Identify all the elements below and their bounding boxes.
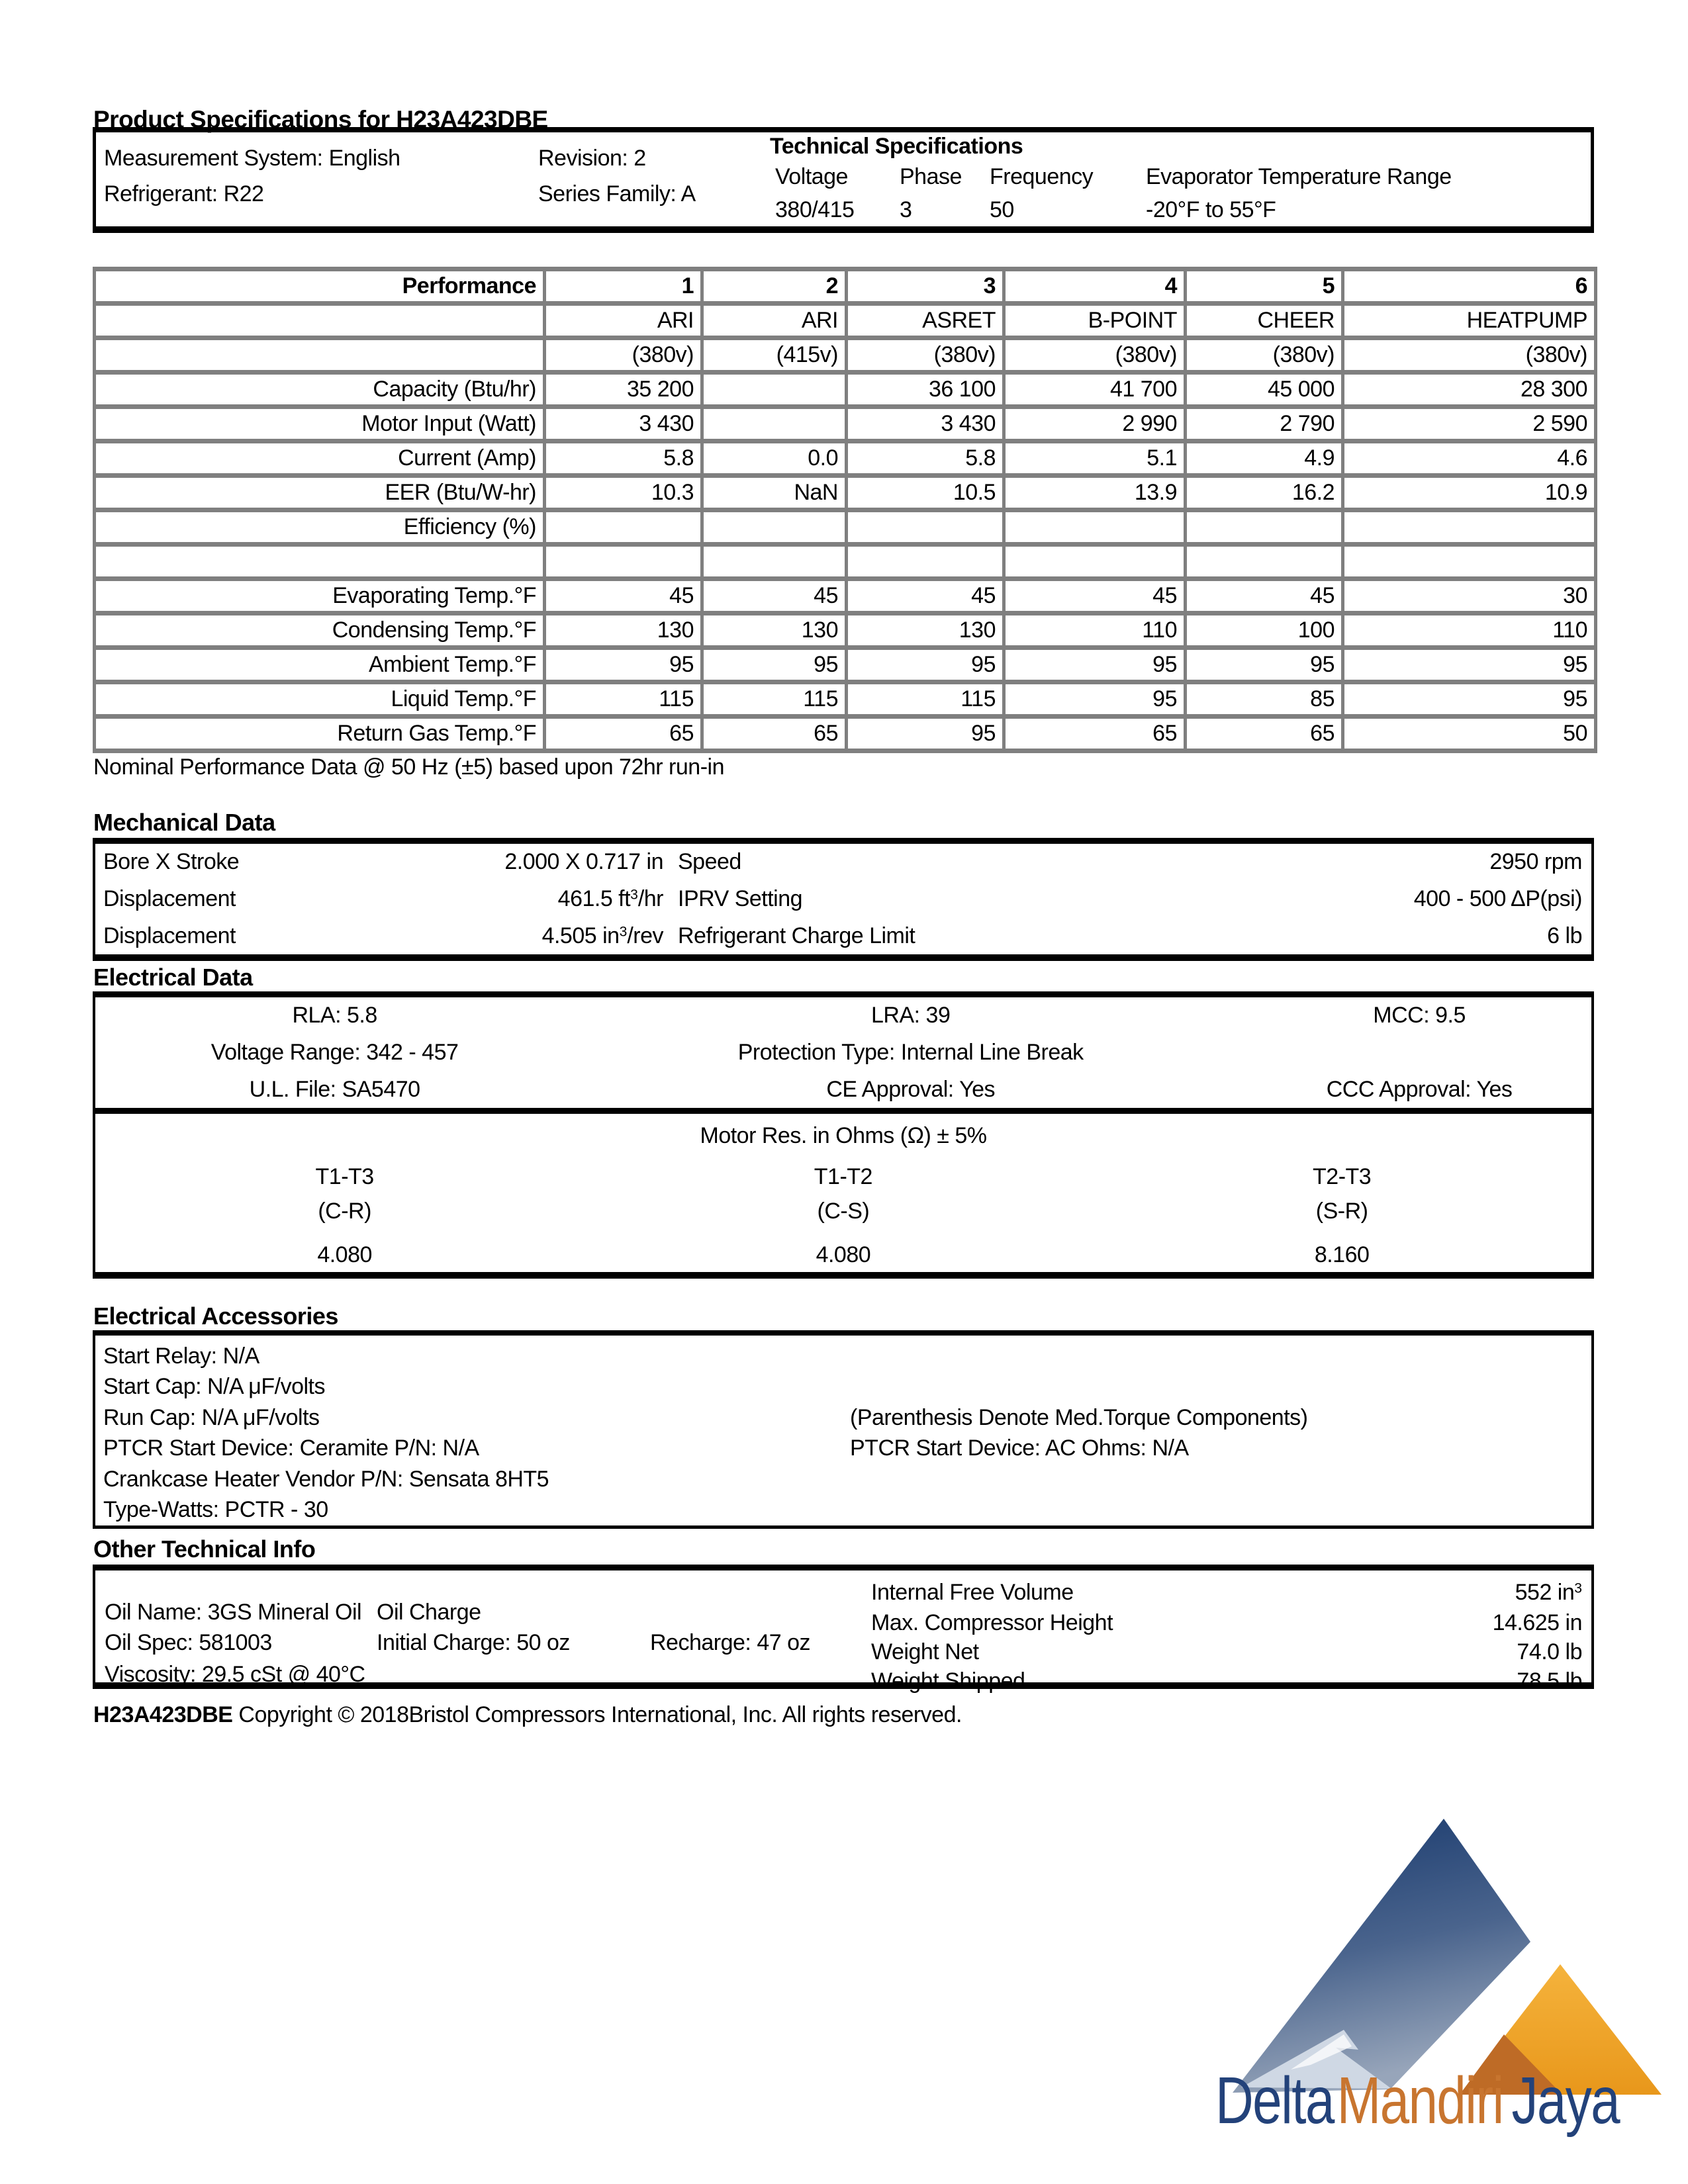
mech-value: 2950 rpm: [1489, 849, 1582, 875]
tech-specs-title: Technical Specifications: [770, 134, 1023, 159]
protection-type: Protection Type: Internal Line Break: [737, 1040, 1084, 1066]
mech-value: 2.000 X 0.717 in: [504, 849, 663, 875]
mech-label: Refrigerant Charge Limit: [678, 923, 915, 948]
electrical-row: [95, 1003, 1591, 1028]
terminals: T1-T3: [315, 1164, 374, 1189]
winding: (C-R): [318, 1199, 371, 1224]
weight-net-value: 74.0 lb: [1517, 1639, 1582, 1664]
winding: (C-S): [817, 1199, 870, 1224]
terminals: T2-T3: [1313, 1164, 1372, 1189]
other-info-box: [93, 1565, 1594, 1694]
electrical-box: [93, 991, 1594, 1279]
accessory-line: Run Cap: N/A μF/volts (Parenthesis Denote Med.Torque Components): [103, 1404, 1308, 1430]
mech-label: IPRV Setting: [678, 886, 803, 911]
performance-table: [93, 267, 1597, 753]
mech-label: Displacement: [103, 886, 236, 911]
terminals: T1-T2: [814, 1164, 872, 1189]
table-row: EER (Btu/W-hr) 10.3 NaN 10.5 13.9 16.2 10.9: [95, 476, 1596, 510]
phase-label: Phase: [900, 164, 962, 189]
ce-approval: CE Approval: Yes: [826, 1077, 996, 1103]
table-row: Motor Input (Watt) 3 430 3 430 2 990 2 790 2 590: [95, 407, 1596, 441]
logo-word-mandiri: Mandiri: [1336, 2064, 1503, 2138]
mechanical-title: Mechanical Data: [93, 809, 275, 836]
table-row: Condensing Temp.°F 130 130 130 110 100 110: [95, 614, 1596, 648]
table-row: Performance 1 2 3 4 5 6: [95, 269, 1596, 304]
series-family: Series Family: A: [538, 181, 696, 206]
ccc-approval: CCC Approval: Yes: [1326, 1077, 1513, 1103]
viscosity: Viscosity: 29.5 cSt @ 40°C: [105, 1662, 365, 1687]
oil-name: Oil Name: 3GS Mineral Oil: [105, 1600, 362, 1625]
other-info-title: Other Technical Info: [93, 1535, 316, 1563]
mechanical-row: [95, 849, 1591, 875]
accessories-title: Electrical Accessories: [93, 1302, 338, 1330]
electrical-row: [95, 1040, 1591, 1066]
mech-value: 400 - 500 ΔP(psi): [1413, 886, 1582, 911]
internal-free-volume-value: 552 $in^3$: [1515, 1580, 1582, 1605]
voltage-range: Voltage Range: 342 - 457: [211, 1040, 459, 1066]
mechanical-row: [95, 923, 1591, 949]
resistance-value: 4.080: [816, 1242, 871, 1267]
ul-file: U.L. File: SA5470: [249, 1077, 420, 1103]
electrical-grid: [95, 997, 1591, 1108]
logo-word-jaya: Jaya: [1511, 2064, 1620, 2138]
copyright-footer: H23A423DBE Copyright © 2018Bristol Compressors International, Inc. All rights reserved.: [93, 1702, 962, 1727]
blue-peak: [1233, 1819, 1530, 2093]
revision: Revision: 2: [538, 146, 646, 171]
company-logo-mountains: [1211, 1801, 1662, 2099]
table-row: ARI ARI ASRET B-POINT CHEER HEATPUMP: [95, 304, 1596, 338]
initial-charge: Initial Charge: 50 oz: [377, 1630, 570, 1655]
motor-res-title: Motor Res. in Ohms (Ω) ± 5%: [700, 1123, 987, 1148]
table-row: Return Gas Temp.°F 65 65 95 65 65 50: [95, 717, 1596, 751]
motor-res-column: [95, 1160, 594, 1272]
mcc: MCC: 9.5: [1373, 1003, 1466, 1028]
max-compressor-height-value: 14.625 in: [1492, 1610, 1582, 1635]
mech-value: 4.505 $in^3$/rev: [541, 923, 663, 948]
table-row: Efficiency (%): [95, 510, 1596, 545]
weight-shipped-value: 78.5 lb: [1517, 1668, 1582, 1694]
measurement-system: Measurement System: English: [104, 146, 400, 171]
company-logo-text: [1215, 2066, 1619, 2136]
table-row: Evaporating Temp.°F 45 45 45 45 45 30: [95, 579, 1596, 614]
motor-res-column: [1093, 1160, 1591, 1272]
accessory-line: PTCR Start Device: Ceramite P/N: N/A PTCR Start Device: AC Ohms: N/A: [103, 1435, 1189, 1461]
winding: (S-R): [1315, 1199, 1368, 1224]
table-row: (380v) (415v) (380v) (380v) (380v) (380v): [95, 338, 1596, 373]
header-box: [93, 127, 1594, 233]
internal-free-volume-label: Internal Free Volume: [871, 1580, 1074, 1605]
motor-res-column: [594, 1160, 1092, 1272]
performance-note: Nominal Performance Data @ 50 Hz (±5) based upon 72hr run-in: [93, 754, 724, 780]
mech-label: Bore X Stroke: [103, 849, 240, 875]
mech-value: 461.5 $ft^3/hr$: [557, 886, 663, 911]
mech-label: Displacement: [103, 923, 236, 948]
electrical-row: [95, 1077, 1591, 1103]
frequency-label: Frequency: [990, 164, 1094, 189]
logo-word-delta: Delta: [1215, 2064, 1334, 2138]
accessory-line: Type-Watts: PCTR - 30: [103, 1497, 328, 1523]
weight-net-label: Weight Net: [871, 1639, 979, 1664]
page-title: Product Specifications for H23A423DBE: [93, 106, 548, 133]
mechanical-row: [95, 886, 1591, 912]
resistance-value: 8.160: [1314, 1242, 1370, 1267]
evap-range-value: -20°F to 55°F: [1146, 197, 1276, 222]
blank-cell: [1247, 1040, 1591, 1066]
voltage-value: 380/415: [775, 197, 855, 222]
rla: RLA: 5.8: [292, 1003, 377, 1028]
divider: [95, 1108, 1591, 1114]
recharge: Recharge: 47 oz: [650, 1630, 810, 1655]
voltage-label: Voltage: [775, 164, 848, 189]
accessory-line: Crankcase Heater Vendor P/N: Sensata 8HT5: [103, 1466, 549, 1492]
weight-shipped-label: Weight Shipped: [871, 1668, 1025, 1694]
electrical-title: Electrical Data: [93, 964, 253, 991]
table-row: [95, 545, 1596, 579]
mech-label: Speed: [678, 849, 741, 875]
phase-value: 3: [900, 197, 912, 222]
evap-range-label: Evaporator Temperature Range: [1146, 164, 1452, 189]
oil-spec: Oil Spec: 581003: [105, 1630, 272, 1655]
accessory-line: Start Cap: N/A μF/volts: [103, 1374, 325, 1400]
mechanical-box: [93, 838, 1594, 961]
refrigerant: Refrigerant: R22: [104, 181, 264, 206]
table-row: Liquid Temp.°F 115 115 115 95 85 95: [95, 682, 1596, 717]
motor-resistance-section: [95, 1114, 1591, 1272]
resistance-value: 4.080: [317, 1242, 372, 1267]
table-row: Current (Amp) 5.8 0.0 5.8 5.1 4.9 4.6: [95, 441, 1596, 476]
oil-charge-label: Oil Charge: [377, 1600, 481, 1625]
table-row: Ambient Temp.°F 95 95 95 95 95 95: [95, 648, 1596, 682]
model-number: H23A423DBE: [93, 1702, 233, 1727]
mech-value: 6 lb: [1547, 923, 1582, 948]
table-row: Capacity (Btu/hr) 35 200 36 100 41 700 45 000 28 300: [95, 373, 1596, 407]
max-compressor-height-label: Max. Compressor Height: [871, 1610, 1113, 1635]
lra: LRA: 39: [871, 1003, 951, 1028]
frequency-value: 50: [990, 197, 1014, 222]
accessory-line: Start Relay: N/A: [103, 1343, 259, 1369]
accessories-box: [93, 1330, 1594, 1529]
